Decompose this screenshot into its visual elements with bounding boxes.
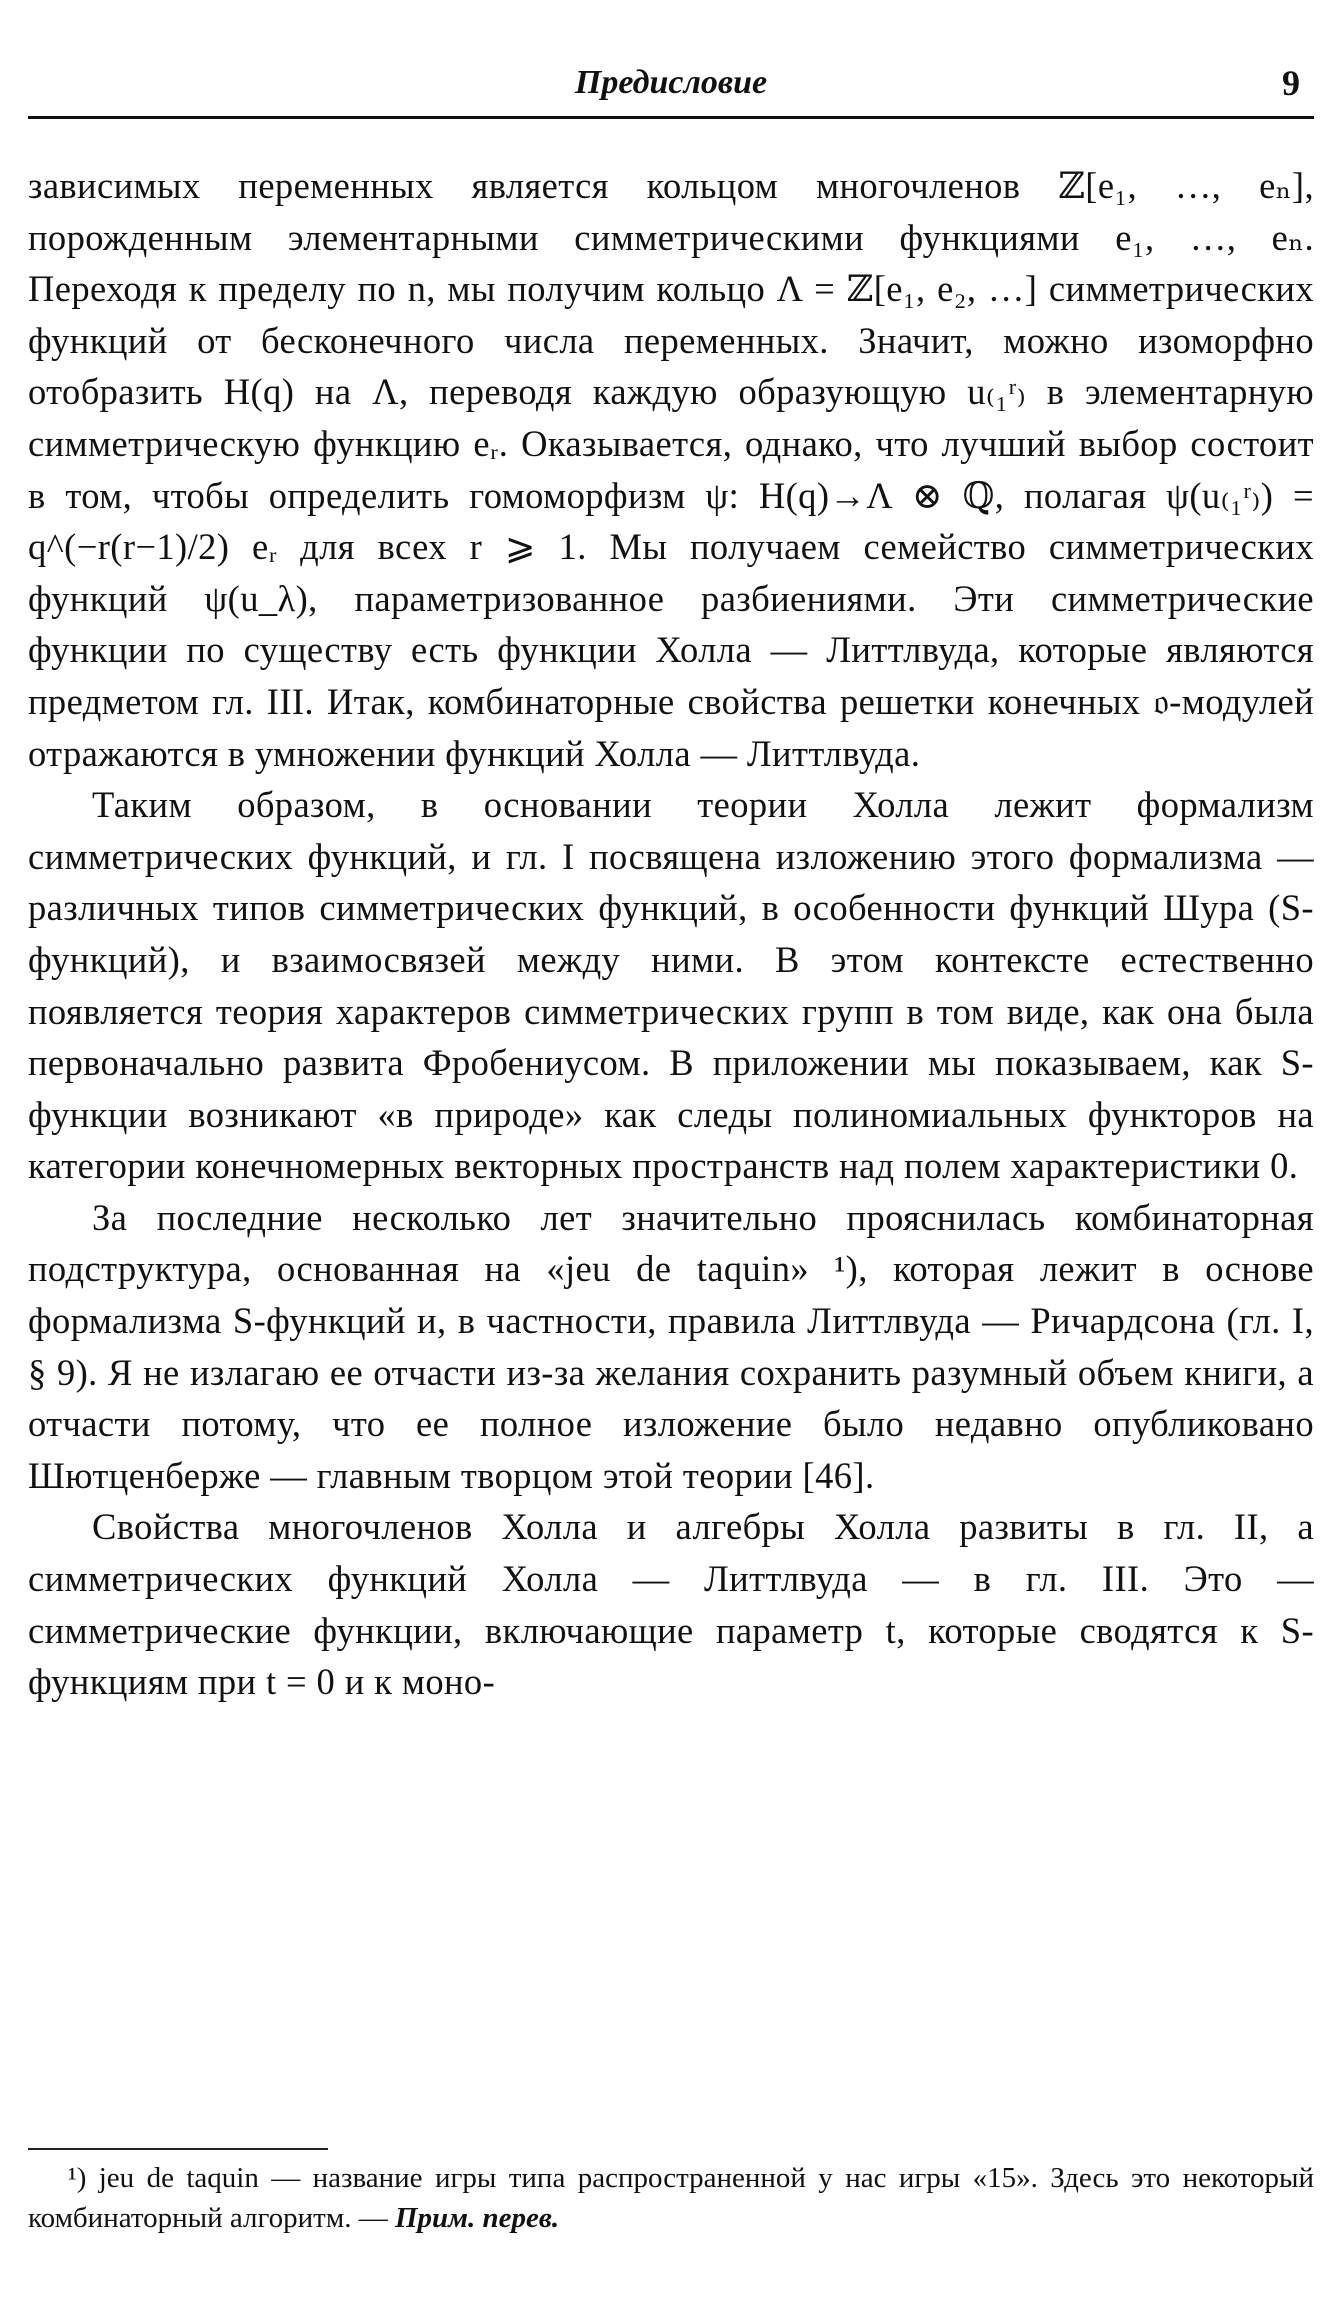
body-text — [28, 160, 1314, 1708]
paragraph-2: Таким образом, в основании теории Холла лежит формализм симметрических функций, и гл. I посвящена изложению этого формализма — различных типов симметрических функций, в особенности функций Шура (S-функций), и взаимосвязей между ними. В этом контексте естественно появляется теория характеров симметрических групп в том виде, как она была первоначально развита Фробениусом. В приложении мы показываем, как S-функции возникают «в природе» как следы полиномиальных функторов на категории конечномерных векторных пространств над полем характеристики 0. — [28, 784, 1314, 1187]
footnote-text: ¹) jeu de taquin — название игры типа распространенной у нас игры «15». Здесь это некоторый комбинаторный алгоритм. — — [28, 2162, 1314, 2234]
page-number: 9 — [1282, 63, 1300, 103]
running-header-title: Предисловие — [574, 64, 768, 101]
paragraph-1: зависимых переменных является кольцом многочленов ℤ[e₁, …, eₙ], порожденным элементарными симметрическими функциями e₁, …, eₙ. Переходя к пределу по n, мы получим кольцо Λ = ℤ[e₁, e₂, …] симметрических функций от бесконечного числа переменных. Значит, можно изоморфно отобразить H(q) на Λ, переводя каждую образующую u₍₁ʳ₎ в элементарную симметрическую функцию eᵣ. Оказывается, однако, что лучший выбор состоит в том, чтобы определить гомоморфизм ψ: H(q)→Λ ⊗ ℚ, полагая ψ(u₍₁ʳ₎) = q^(−r(r−1)/2) eᵣ для всех r ⩾ 1. Мы получаем семейство симметрических функций ψ(u_λ), параметризованное разбиениями. Эти симметрические функции по существу есть функции Холла — Литтлвуда, которые являются предметом гл. III. Итак, комбинаторные свойства решетки конечных 𝔬-модулей отражаются в умножении функций Холла — Литтлвуда. — [28, 165, 1314, 774]
header-rule — [28, 116, 1314, 119]
book-page — [28, 0, 1314, 2312]
running-header — [28, 60, 1314, 112]
paragraph-3: За последние несколько лет значительно прояснилась комбинаторная подструктура, основанная на «jeu de taquin» ¹), которая лежит в основе формализма S-функций и, в частности, правила Литтлвуда — Ричардсона (гл. I, § 9). Я не излагаю ее отчасти из-за желания сохранить разумный объем книги, а отчасти потому, что ее полное изложение было недавно опубликовано Шютценберже — главным творцом этой теории [46]. — [28, 1196, 1314, 1496]
translator-note-credit: Прим. перев. — [394, 2202, 560, 2234]
footnote — [28, 2158, 1314, 2238]
footnote-rule — [28, 2148, 328, 2150]
paragraph-4: Свойства многочленов Холла и алгебры Холла развиты в гл. II, а симметрических функций Холла — Литтлвуда — в гл. III. Это — симметрические функции, включающие параметр t, которые сводятся к S-функциям при t = 0 и к моно- — [28, 1506, 1314, 1703]
